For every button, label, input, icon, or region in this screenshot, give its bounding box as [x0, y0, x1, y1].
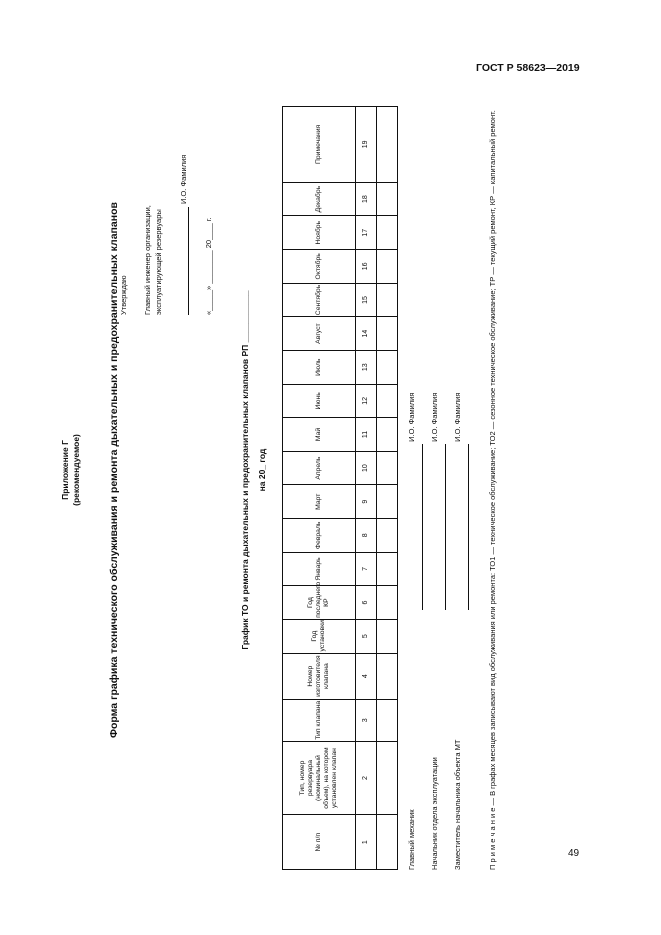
schedule-title: График ТО и ремонта дыхательных и предохранительных клапанов РП ___________ — [240, 290, 250, 650]
column-number: 10 — [356, 451, 377, 485]
column-number: 17 — [356, 216, 377, 250]
column-header: Май — [283, 418, 356, 452]
signature-line — [460, 444, 469, 610]
table-cell — [377, 586, 398, 620]
table-header-row — [283, 107, 356, 870]
column-number: 3 — [356, 699, 377, 741]
signature-row — [446, 393, 469, 870]
table-cell — [377, 216, 398, 250]
column-header: Июнь — [283, 384, 356, 418]
column-header: Октябрь — [283, 250, 356, 284]
signature-name: И.О. Фамилия — [407, 392, 416, 442]
column-number: 15 — [356, 283, 377, 317]
column-header: Ноябрь — [283, 216, 356, 250]
column-number: 2 — [356, 741, 377, 815]
signature-line — [414, 444, 423, 610]
table-cell — [377, 384, 398, 418]
appendix-subtitle: (рекомендуемое) — [71, 434, 81, 506]
column-header: Март — [283, 485, 356, 519]
table-cell — [377, 107, 398, 183]
table-cell — [377, 317, 398, 351]
column-header: Год последнего КР — [283, 586, 356, 620]
page-number: 49 — [568, 848, 580, 859]
signature-row — [400, 393, 423, 870]
column-number: 5 — [356, 619, 377, 653]
column-header: Тип, номер резервуара (номинальный объем), на котором установлен клапан — [283, 741, 356, 815]
column-number: 7 — [356, 552, 377, 586]
table-cell — [377, 741, 398, 815]
column-header: Сентябрь — [283, 283, 356, 317]
signature-role: Начальник отдела эксплуатации — [430, 757, 439, 870]
signatures-block — [400, 393, 469, 870]
column-number: 1 — [356, 815, 377, 870]
column-number: 4 — [356, 653, 377, 699]
column-header: Тип клапана — [283, 699, 356, 741]
column-header: Примечания — [283, 107, 356, 183]
column-number: 18 — [356, 182, 377, 216]
table-cell — [377, 350, 398, 384]
signature-name: И.О. Фамилия — [430, 392, 439, 442]
form-title: Форма графика технического обслуживания и ремонта дыхательных и предохранительных клапанов — [108, 202, 120, 738]
table-cell — [377, 418, 398, 452]
table-cell — [377, 519, 398, 553]
approval-date: «_____» ________ 20____ г. — [204, 217, 213, 315]
schedule-year: на 20_ год — [257, 448, 267, 492]
column-number-row — [356, 107, 377, 870]
table-cell — [377, 699, 398, 741]
table-cell — [377, 485, 398, 519]
table-cell — [377, 182, 398, 216]
column-header: Август — [283, 317, 356, 351]
column-header: Февраль — [283, 519, 356, 553]
column-number: 12 — [356, 384, 377, 418]
note-text: П р и м е ч а н и е — В графах месяцев записывают вид обслуживания или ремонта: ТО1 — техническое обслуживание; ТО2 — сезонное техническое обслуживание; ТР — текущий ремонт, КР — капитальный ремонт. — [488, 110, 497, 870]
column-number: 13 — [356, 350, 377, 384]
approval-name: И.О. Фамилия — [178, 155, 190, 207]
appendix-heading — [60, 70, 82, 870]
rotated-content — [60, 70, 640, 870]
table-cell — [377, 283, 398, 317]
table-cell — [377, 653, 398, 699]
column-number: 8 — [356, 519, 377, 553]
signature-role: Главный механик — [407, 809, 416, 870]
signature-name: И.О. Фамилия — [453, 392, 462, 442]
signature-role: Заместитель начальника объекта МТ — [453, 739, 462, 870]
column-header: Январь — [283, 552, 356, 586]
appendix-title: Приложение Г — [60, 440, 70, 500]
column-number: 19 — [356, 107, 377, 183]
signature-line — [437, 444, 446, 610]
table-cell — [377, 619, 398, 653]
table-cell — [377, 250, 398, 284]
column-header: № п/п — [283, 815, 356, 870]
schedule-table — [282, 106, 398, 870]
column-header: Номер изготовителя клапана — [283, 653, 356, 699]
column-number: 16 — [356, 250, 377, 284]
column-number: 11 — [356, 418, 377, 452]
approval-position-1: Главный инженер организации, — [143, 205, 152, 315]
approval-approve: Утверждаю — [119, 275, 128, 315]
table-cell — [377, 552, 398, 586]
signature-row — [423, 393, 446, 870]
column-number: 9 — [356, 485, 377, 519]
column-header: Апрель — [283, 451, 356, 485]
approval-position-2: эксплуатирующей резервуары — [154, 209, 163, 315]
table-empty-row — [377, 107, 398, 870]
column-header: Год установки — [283, 619, 356, 653]
table-cell — [377, 815, 398, 870]
document-header: ГОСТ Р 58623—2019 — [476, 62, 580, 74]
column-header: Июль — [283, 350, 356, 384]
column-header: Декабрь — [283, 182, 356, 216]
column-number: 14 — [356, 317, 377, 351]
table-cell — [377, 451, 398, 485]
column-number: 6 — [356, 586, 377, 620]
